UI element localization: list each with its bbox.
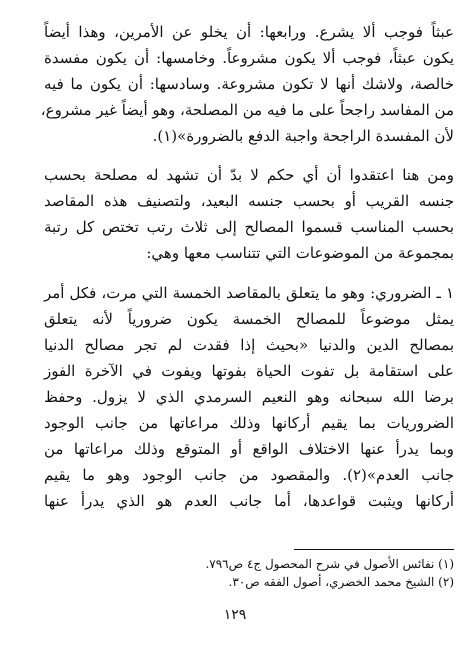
paragraph-3-line-5: برضا الله سبحانه وهو النعيم السرمدي الذي لا يزول. وحفظ [44, 388, 454, 406]
paragraph-2-line-3: بحسب المناسب قسموا المصالح إلى ثلاث رتب تختص كل رتبة [44, 218, 454, 236]
paragraph-3-line-8: جانب العدم»(٢). والمقصود من جانب الوجود وهو ما يقيم [44, 466, 454, 484]
page-number: ١٢٩ [223, 607, 247, 623]
paragraph-1-line-5: لأن المفسدة الراجحة واجبة الدفع بالضرورة»(١). [152, 127, 454, 145]
paragraph-3-line-9: أركانها ويثبت قواعدها، أما جانب العدم هو الذي يدرأ عنها [44, 492, 454, 510]
paragraph-3-line-6: الضروريات بما يقيم أركانها وذلك مراعاتها من جانب الوجود [44, 414, 454, 432]
footnote-1: (١) نفائس الأصول في شرح المحصول ج٤ ص٧٩٦. [205, 557, 454, 571]
paragraph-3-line-1: ١ ـ الضروري: وهو ما يتعلق بالمقاصد الخمسة التي مرت، فكل أمر [44, 284, 454, 302]
paragraph-2-line-4: بمجموعة من الموضوعات التي تتناسب معها وهي: [146, 244, 454, 262]
footnote-separator [294, 549, 454, 550]
paragraph-1-line-2: يكون عبثاً، فوجب ألا يكون مشروعاً. وخامسها: أن يكون مفسدة [44, 49, 454, 67]
footnote-2: (٢) الشيخ محمد الخضري، أصول الفقه ص٣٠. [228, 575, 454, 589]
paragraph-1-line-3: خالصة، ولاشك أنها لا تكون مشروعة. وسادسها: أن يكون ما فيه [44, 75, 454, 93]
paragraph-3-line-4: على استقامة بل تفوت الحياة بفوتها ويفوت في الآخرة الفوز [44, 362, 454, 380]
paragraph-3-line-3: بمصالح الدين والدنيا «بحيث إذا فقدت لم تجر مصالح الدنيا [44, 336, 454, 354]
paragraph-1-line-1: عبثاً فوجب ألا يشرع. ورابعها: أن يخلو عن الأمرين، وهذا أيضاً [44, 23, 454, 41]
paragraph-3-line-7: وبما يدرأ عنها الاختلاف الواقع أو المتوقع وذلك مراعاتها من [44, 440, 454, 458]
paragraph-2-line-1: ومن هنا اعتقدوا أن أي حكم لا بدّ أن تشهد له مصلحة بحسب [44, 166, 454, 184]
paragraph-1-line-4: من المفاسد راجحاً على ما فيه من المصلحة، وهو أيضاً غير مشروع، [40, 101, 454, 119]
paragraph-3-line-2: يمثل موضوعاً للمصالح الخمسة يكون ضرورياً لأنه يتعلق [44, 310, 454, 328]
paragraph-2-line-2: جنسه القريب أو بحسب جنسه البعيد، ولتصنيف هذه المقاصد [44, 192, 454, 210]
